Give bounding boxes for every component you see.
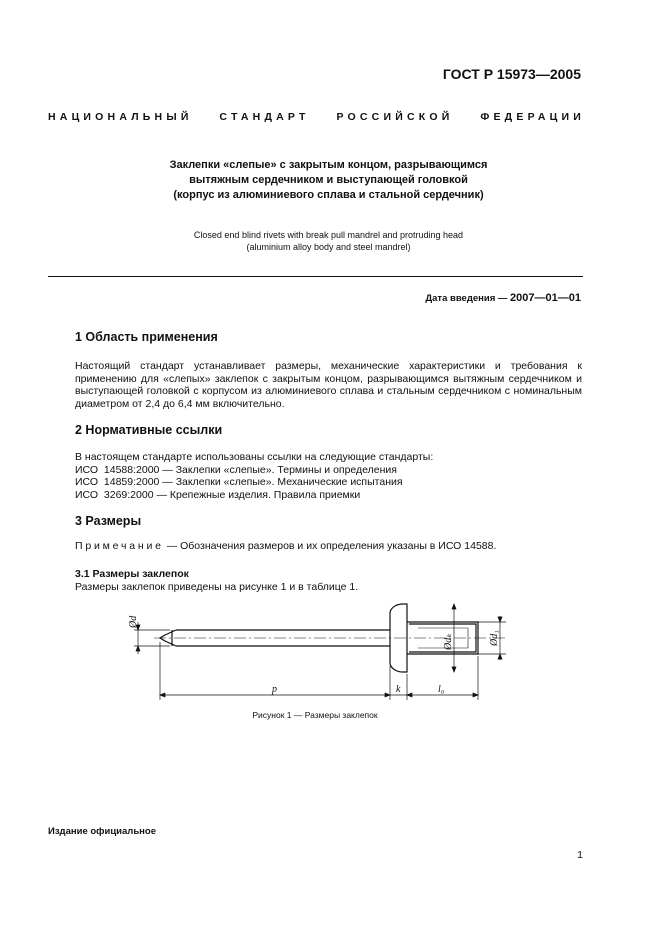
document-code: ГОСТ Р 15973—2005	[442, 66, 581, 82]
label-l: l₀	[438, 684, 445, 695]
note-text: — Обозначения размеров и их определения указаны в ИСО 14588.	[166, 540, 497, 552]
note	[75, 540, 496, 552]
note-label: Примечание	[75, 540, 164, 552]
figure-caption: Рисунок 1 — Размеры заклепок	[252, 710, 378, 720]
reference-item: ИСО 14588:2000 — Заклепки «слепые». Термины и определения	[75, 463, 397, 476]
label-d: Ød	[128, 615, 139, 628]
title-ru-line: вытяжным сердечником и выступающей головкой	[189, 174, 468, 186]
introduction-date	[425, 292, 581, 304]
rivet-drawing	[120, 600, 520, 710]
title-russian	[76, 158, 581, 203]
intro-date-value: 2007—01—01	[510, 292, 581, 304]
section-1-heading: 1 Область применения	[75, 330, 218, 344]
page-number: 1	[577, 849, 583, 861]
reference-item: ИСО 3269:2000 — Крепежные изделия. Правила приемки	[75, 488, 361, 501]
section-3-heading: 3 Размеры	[75, 514, 142, 528]
intro-date-label: Дата введения —	[425, 293, 508, 304]
label-d1: Ød₁	[489, 630, 500, 646]
dimension-lengths	[160, 642, 478, 700]
edition-note: Издание официальное	[48, 826, 156, 837]
reference-item: ИСО 14859:2000 — Заклепки «слепые». Механические испытания	[75, 476, 403, 488]
label-p: p	[272, 684, 277, 695]
header-divider	[48, 276, 583, 277]
section-2-heading: 2 Нормативные ссылки	[75, 423, 223, 437]
label-k: k	[396, 684, 401, 695]
references-list	[75, 451, 433, 501]
section-1-text: Настоящий стандарт устанавливает размеры, механические характеристики и требования к применению для «слепых» заклепок с закрытым концом, разрывающимся вытяжным сердечником и выступающей головкой с корпусом из алюминиевого сплава и стальным сердечником с номинальным диаметром от 2,4 до 6,4 мм включительно.	[75, 360, 582, 410]
label-dk: Ødₖ	[443, 633, 454, 650]
title-en-line: Closed end blind rivets with break pull mandrel and protruding head	[193, 230, 464, 240]
references-intro: В настоящем стандарте использованы ссылки на следующие стандарты:	[75, 451, 434, 463]
subsection-3-1-heading: 3.1 Размеры заклепок	[75, 568, 189, 580]
subsection-3-1-text: Размеры заклепок приведены на рисунке 1 и в таблице 1.	[75, 581, 359, 593]
title-en-line: (aluminium alloy body and steel mandrel)	[246, 242, 411, 252]
title-english	[76, 229, 581, 253]
standard-banner: НАЦИОНАЛЬНЫЙ СТАНДАРТ РОССИЙСКОЙ ФЕДЕРАЦИИ	[48, 111, 585, 123]
title-ru-line: Заклепки «слепые» с закрытым концом, разрывающимся	[169, 159, 488, 171]
title-ru-line: (корпус из алюминиевого сплава и стальной сердечник)	[173, 189, 484, 201]
